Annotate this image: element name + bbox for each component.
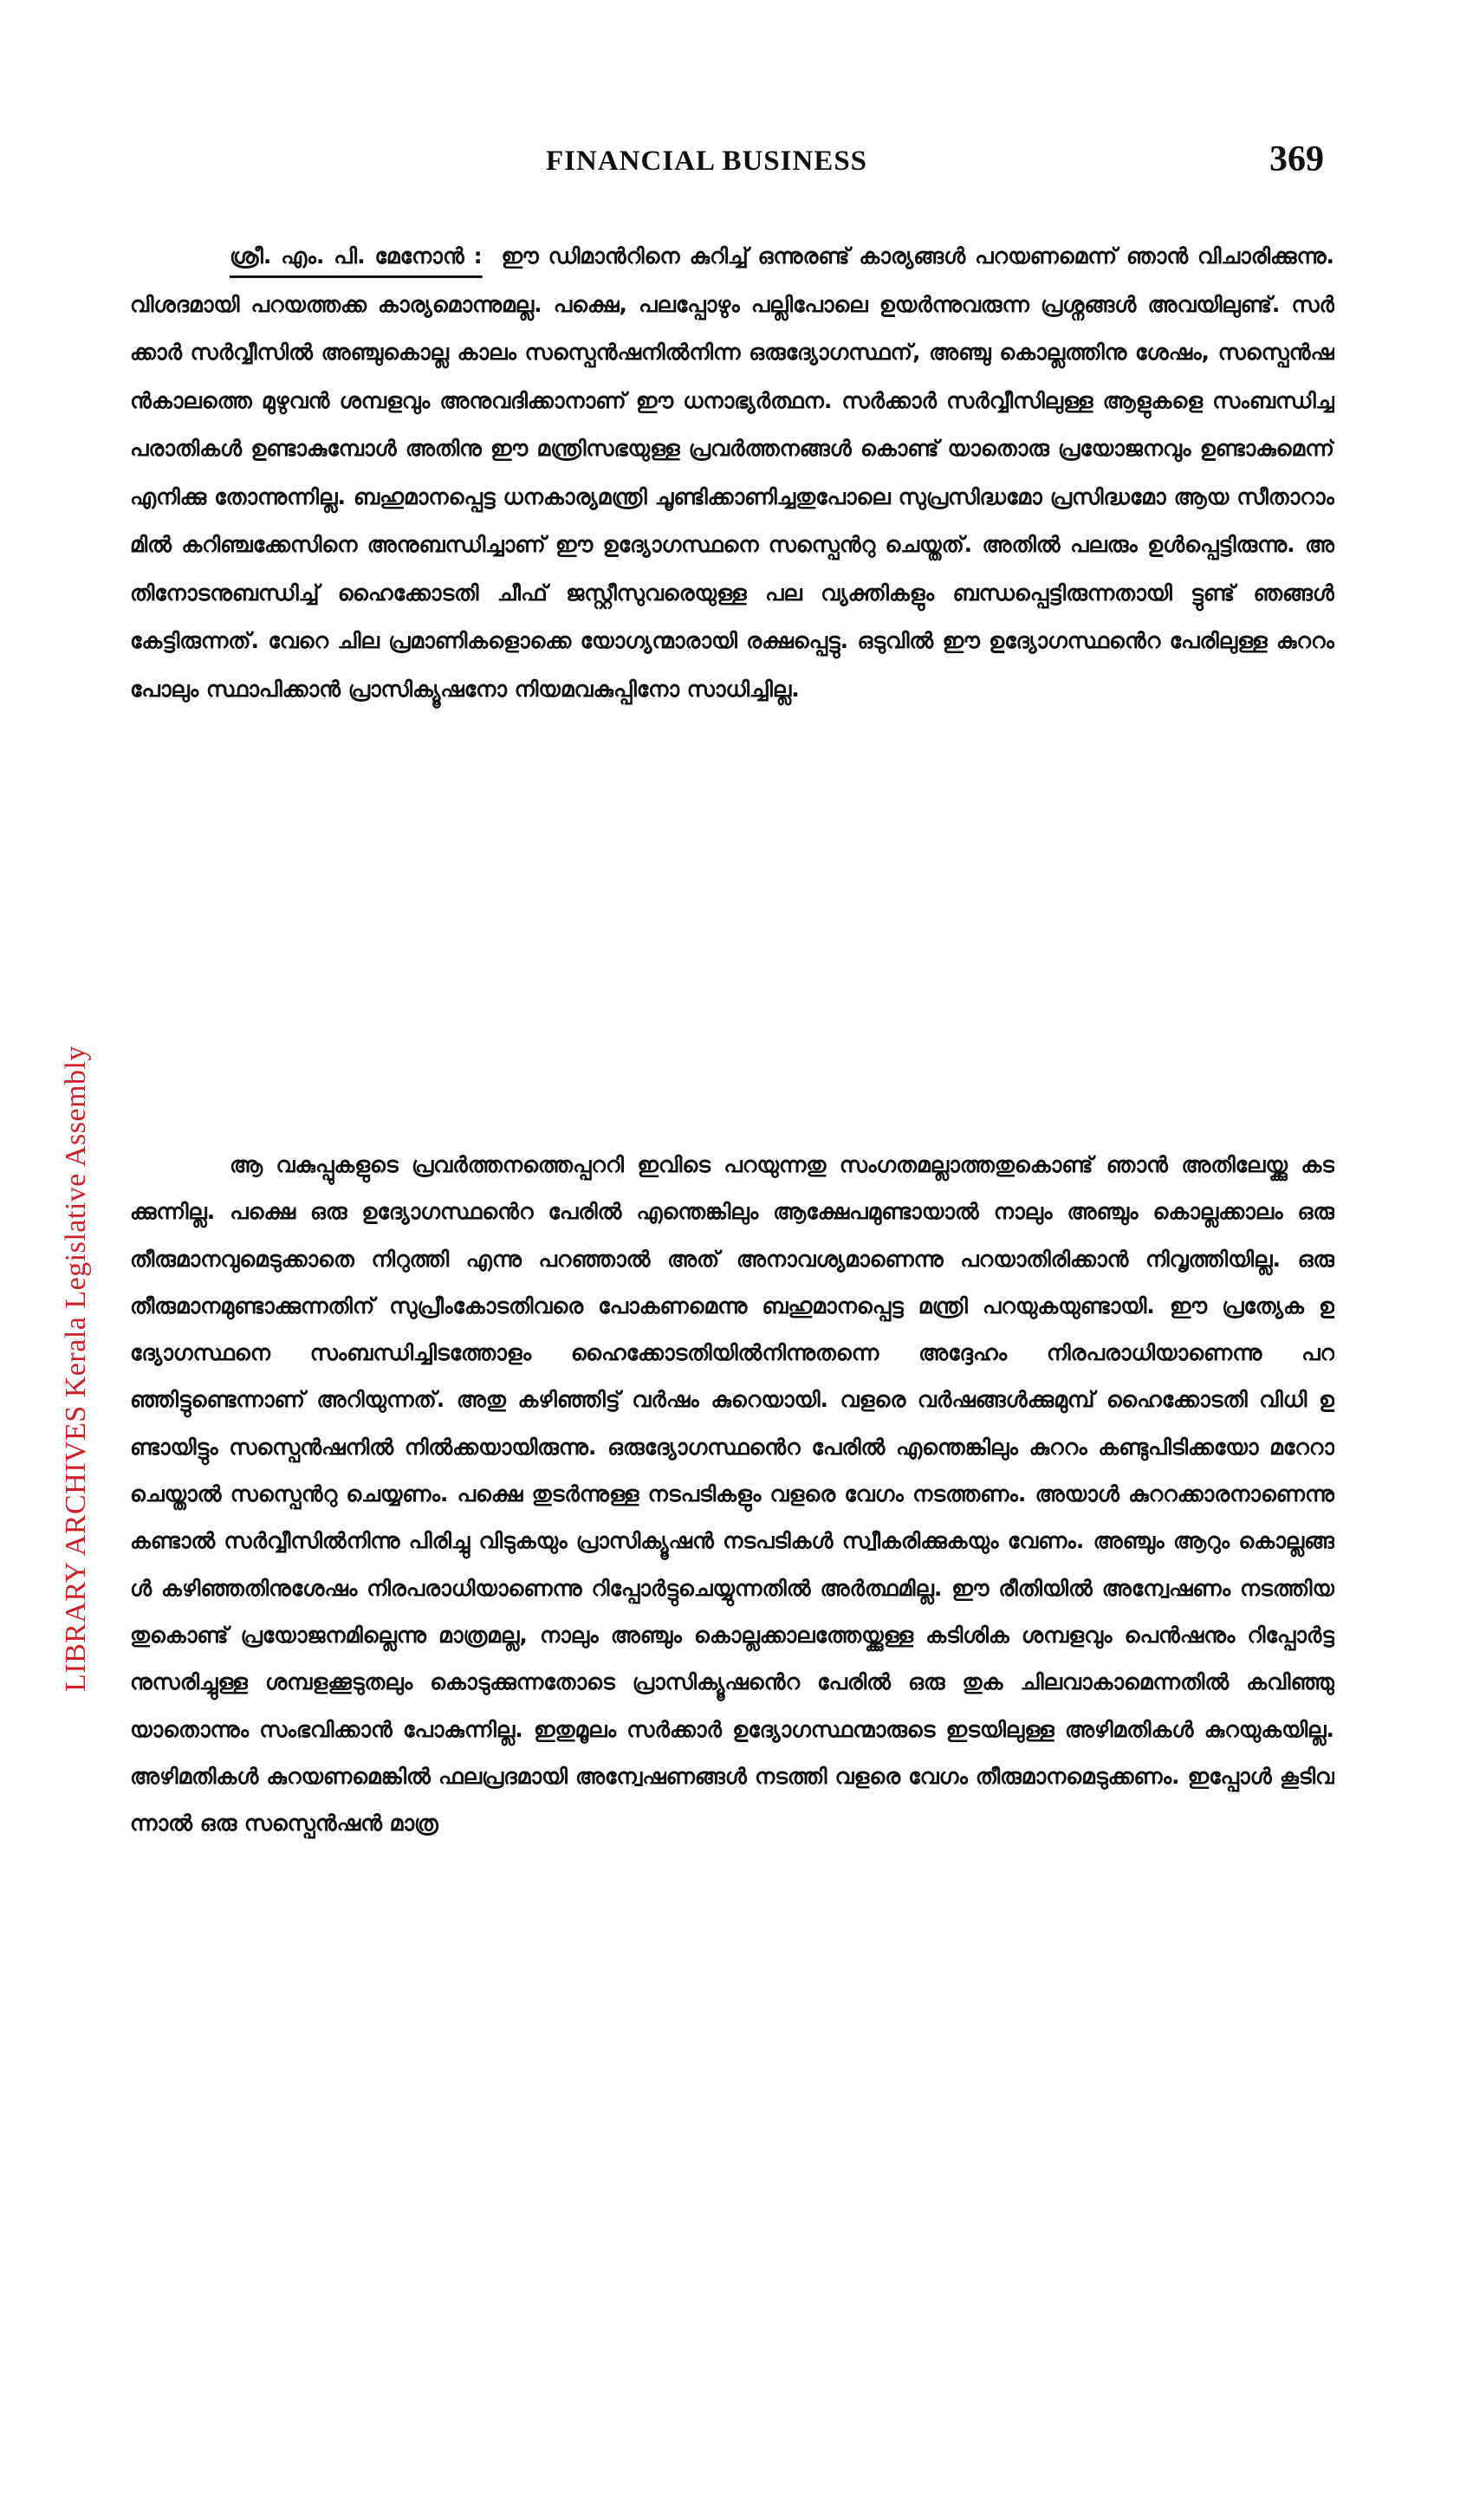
speaker-name: ശ്രീ. എം. പി. മേനോൻ : [230,243,483,269]
page-header-title: FINANCIAL BUSINESS [546,146,868,177]
paragraph-2-text: ആ വകുപ്പുകളുടെ പ്രവർത്തനത്തെപ്പററി ഇവിടെ പറയുന്നതു സംഗതമല്ലാത്തതുകൊണ്ട് ഞാൻ അതിലേയ്ക്കു കടക്കുന്നില്ല. പക്ഷെ ഒരു ഉദ്യോഗസ്ഥൻെറ പേരിൽ എന്തെങ്കിലും ആക്ഷേപമുണ്ടായാൽ നാലും അഞ്ചും കൊല്ലക്കാലം ഒരു തീരുമാനവുമെടുക്കാതെ നിറുത്തി എന്നു പറഞ്ഞാൽ അത് അനാവശ്യമാണെന്നു പറയാതിരിക്കാൻ നിവൃത്തിയില്ല. ഒരു തീരുമാനമുണ്ടാക്കുന്നതിന് സുപ്രീംകോടതിവരെ പോകണമെന്നു ബഹുമാനപ്പെട്ട മന്ത്രി പറയുകയുണ്ടായി. ഈ പ്രത്യേക ഉദ്യോഗസ്ഥനെ സംബന്ധിച്ചിടത്തോളം ഹൈക്കോടതിയിൽനിന്നുതന്നെ അദ്ദേഹം നിരപരാധിയാണെന്നു പറഞ്ഞിട്ടുണ്ടെന്നാണ് അറിയുന്നത്. അതു കഴിഞ്ഞിട്ട് വർഷം കുറെയായി. വളരെ വർഷങ്ങൾക്കുമുമ്പ് ഹൈക്കോടതി വിധി ഉണ്ടായിട്ടും സസ്പെൻഷനിൽ നിൽക്കയായിരുന്നു. ഒരുദ്യോഗസ്ഥൻെറ പേരിൽ എന്തെങ്കിലും കുററം കണ്ടുപിടിക്കയോ മറേറാ ചെയ്താൽ സസ്പെൻറു ചെയ്യണം. പക്ഷെ തുടർന്നുള്ള നടപടികളും വളരെ വേഗം നടത്തണം. അയാൾ കുററക്കാരനാണെന്നു കണ്ടാൽ സർവ്വീസിൽനിന്നു പിരിച്ചു വിടുകയും പ്രാസിക്യൂഷൻ നടപടികൾ സ്വീകരിക്കുകയും വേണം. അഞ്ചും ആറും കൊല്ലങ്ങൾ കഴിഞ്ഞതിനുശേഷം നിരപരാധിയാണെന്നു റിപ്പോർട്ടുചെയ്യുന്നതിൽ അർത്ഥമില്ല. ഈ രീതിയിൽ അന്വേഷണം നടത്തിയതുകൊണ്ട് പ്രയോജനമില്ലെന്നു മാത്രമല്ല, നാലും അഞ്ചും കൊല്ലക്കാലത്തേയ്ക്കുള്ള കടിശിക ശമ്പളവും പെൻഷനും റിപ്പോർട്ടനുസരിച്ചുള്ള ശമ്പളക്കൂടുതലും കൊടുക്കുന്നതോടെ പ്രാസിക്യൂഷൻെറ പേരിൽ ഒരു തുക ചിലവാകാമെന്നതിൽ കവിഞ്ഞു യാതൊന്നും സംഭവിക്കാൻ പോകുന്നില്ല. ഇതുമൂലം സർക്കാർ ഉദ്യോഗസ്ഥന്മാരുടെ ഇടയിലുള്ള അഴിമതികൾ കുറയുകയില്ല. അഴിമതികൾ കുറയണമെങ്കിൽ ഫലപ്രദമായി അന്വേഷണങ്ങൾ നടത്തി വളരെ വേഗം തീരുമാനമെടുക്കണം. ഇപ്പോൾ കൂടിവന്നാൽ ഒരു സസ്പെൻഷൻ മാത്ര [130,1152,1334,1837]
archive-watermark: LIBRARY ARCHIVES Kerala Legislative Assembly [60,1045,92,1693]
speech-paragraph-2 [130,1142,1334,2493]
page-number: 369 [1269,139,1324,179]
paragraph-1-text: ഈ ഡിമാൻറിനെ കുറിച്ച് ഒന്നുരണ്ട് കാര്യങ്ങൾ പറയണമെന്ന് ഞാൻ വിചാരിക്കുന്നു. വിശദമായി പറയത്തക്ക കാര്യമൊന്നുമല്ല. പക്ഷെ, പലപ്പോഴും പല്ലിപോലെ ഉയർന്നുവരുന്ന പ്രശ്നങ്ങൾ അവയിലുണ്ട്. സർക്കാർ സർവ്വീസിൽ അഞ്ചുകൊല്ല കാലം സസ്പെൻഷനിൽനിന്ന ഒരുദ്യോഗസ്ഥന്, അഞ്ചു കൊല്ലത്തിനു ശേഷം, സസ്പെൻഷൻകാലത്തെ മുഴുവൻ ശമ്പളവും അനുവദിക്കാനാണ് ഈ ധനാഭ്യർത്ഥന. സർക്കാർ സർവ്വീസിലുള്ള ആളുകളെ സംബന്ധിച്ച പരാതികൾ ഉണ്ടാകുമ്പോൾ അതിനു ഈ മന്ത്രിസഭയുള്ള പ്രവർത്തനങ്ങൾ കൊണ്ട് യാതൊരു പ്രയോജനവും ഉണ്ടാകുമെന്ന് എനിക്കു തോന്നുന്നില്ല. ബഹുമാനപ്പെട്ട ധനകാര്യമന്ത്രി ചൂണ്ടിക്കാണിച്ചതുപോലെ സുപ്രസിദ്ധമോ പ്രസിദ്ധമോ ആയ സീതാറാം മിൽ കറിഞ്ചക്കേസിനെ അനുബന്ധിച്ചാണ് ഈ ഉദ്യോഗസ്ഥനെ സസ്പെൻറു ചെയ്തത്. അതിൽ പലരും ഉൾപ്പെട്ടിരുന്നു. അതിനോടനുബന്ധിച്ച് ഹൈക്കോടതി ചീഫ് ജസ്റ്റീസുവരെയുള്ള പല വ്യക്തികളും ബന്ധപ്പെട്ടിരുന്നതായി ട്ടുണ്ട് ഞങ്ങൾ കേട്ടിരുന്നത്. വേറെ ചില പ്രമാണികളൊക്കെ യോഗ്യന്മാരായി രക്ഷപ്പെട്ടു. ഒടുവിൽ ഈ ഉദ്യോഗസ്ഥൻെറ പേരിലുള്ള കുററം പോലും സ്ഥാപിക്കാൻ പ്രാസിക്യൂഷനോ നിയമവകുപ്പിനോ സാധിച്ചില്ല. [130,243,1334,702]
speech-paragraph-1 [130,232,1334,1126]
